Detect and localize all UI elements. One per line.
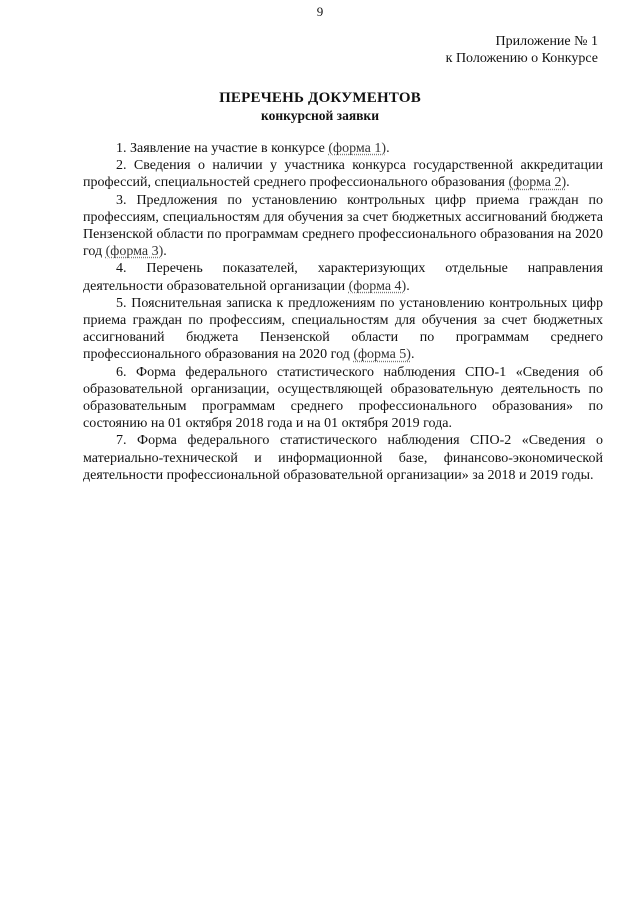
form-1-link[interactable]: (форма 1) xyxy=(328,141,387,156)
list-item-6 xyxy=(83,364,603,433)
form-4-link[interactable]: (форма 4) xyxy=(348,278,407,294)
list-item-4 xyxy=(83,260,603,294)
list-item-5 xyxy=(83,295,603,364)
list-item-tail: . xyxy=(386,141,390,156)
document-list xyxy=(83,140,603,484)
list-item-tail: . xyxy=(566,175,570,191)
document-subtitle: конкурсной заявки xyxy=(261,108,379,123)
appendix-reference: к Положению о Конкурсе xyxy=(445,51,598,66)
list-item-text: 3. Предложения по установлению контрольных цифр приема граждан по профессиям, специальностям для обучения за счет бюджетных ассигнований бюджета Пензенской области по программам среднего профессионального образования на 2020 год xyxy=(83,192,603,260)
document-heading xyxy=(0,90,640,124)
list-item-text: 4. Перечень показателей, характеризующих отдельные направления деятельности образовательной организации xyxy=(83,261,603,294)
page-number: 9 xyxy=(316,4,324,19)
list-item-text: 1. Заявление на участие в конкурсе xyxy=(116,141,329,156)
form-2-link[interactable]: (форма 2) xyxy=(508,175,567,191)
form-3-link[interactable]: (форма 3) xyxy=(105,244,164,260)
list-item-text: 6. Форма федерального статистического наблюдения СПО-1 «Сведения об образовательной организации, осуществляющей образовательную деятельность по образовательным программам среднего профессионального образования» по состоянию на 01 октября 2018 года и на 01 октября 2019 года. xyxy=(83,364,603,432)
appendix-header xyxy=(446,33,598,67)
list-item-tail: . xyxy=(163,244,167,260)
list-item-tail: . xyxy=(410,347,415,363)
list-item-2 xyxy=(83,157,603,191)
list-item-3 xyxy=(83,192,603,261)
list-item-text: 5. Пояснительная записка к предложениям по установлению контрольных цифр приема граждан по профессиям, специальностям для обучения за счет бюджетных ассигнований бюджета Пензенской области по программам среднего профессионального образования на 2020 год xyxy=(83,295,603,363)
appendix-number: Приложение № 1 xyxy=(495,34,598,49)
list-item-1 xyxy=(83,140,603,157)
list-item-text: 7. Форма федерального статистического наблюдения СПО-2 «Сведения о материально-технической и информационной базе, финансово-экономической деятельности профессиональной образовательной организации» за 2018 и 2019 годы. xyxy=(83,433,603,483)
document-title: ПЕРЕЧЕНЬ ДОКУМЕНТОВ xyxy=(219,90,421,106)
list-item-tail: . xyxy=(406,278,410,294)
list-item-7 xyxy=(83,432,603,484)
list-item-text: 2. Сведения о наличии у участника конкурса государственной аккредитации профессий, специальностей среднего профессионального образования xyxy=(83,158,603,191)
form-5-link[interactable]: (форма 5) xyxy=(353,347,411,363)
